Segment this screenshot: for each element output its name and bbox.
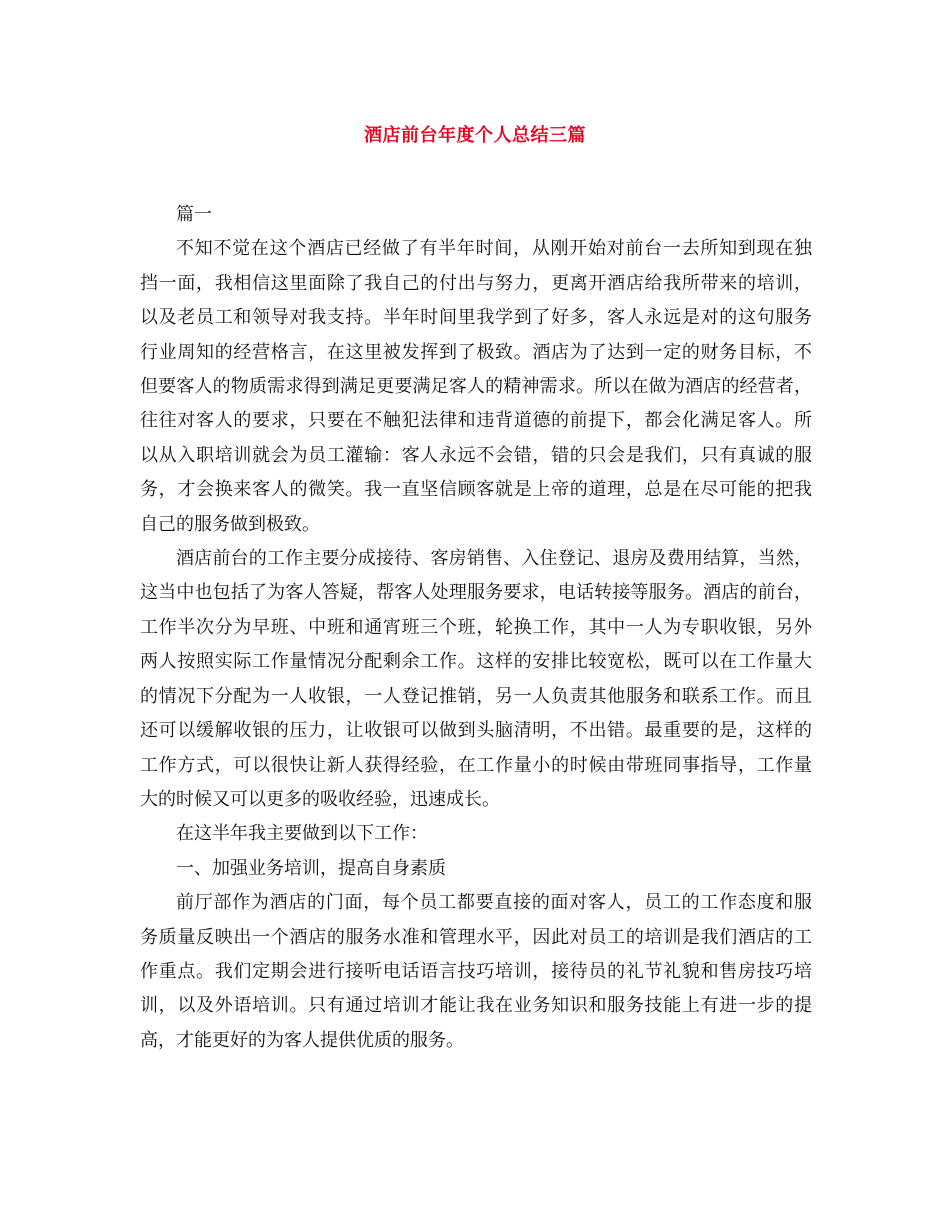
paragraph-line: 不知不觉在这个酒店已经做了有半年时间，从刚开始对前台一去所知到现在独 [176,238,812,260]
paragraph-line: 往往对客人的要求，只要在不触犯法律和违背道德的前提下，都会化满足客人。所 [140,410,812,432]
intro-line: 在这半年我主要做到以下工作： [176,823,428,845]
paragraph-line: 酒店前台的工作主要分成接待、客房销售、入住登记、退房及费用结算，当然， [176,548,812,570]
paragraph-line: 以及老员工和领导对我支持。半年时间里我学到了好多，客人永远是对的这句服务 [140,307,812,329]
document-body [140,198,812,1058]
paragraph-line: 训，以及外语培训。只有通过培训才能让我在业务知识和服务技能上有进一步的提 [140,995,812,1017]
paragraph-line: 前厅部作为酒店的门面，每个员工都要直接的面对客人，员工的工作态度和服 [176,892,812,914]
section-label: 篇一 [176,204,212,225]
paragraph-line: 的情况下分配为一人收银，一人登记推销，另一人负责其他服务和联系工作。而且 [140,685,812,707]
paragraph-line: 还可以缓解收银的压力，让收银可以做到头脑清明，不出错。最重要的是，这样的 [140,720,812,742]
paragraph-line: 大的时候又可以更多的吸收经验，迅速成长。 [140,788,500,810]
paragraph-line: 作重点。我们定期会进行接听电话语言技巧培训，接待员的礼节礼貌和售房技巧培 [140,960,812,982]
paragraph-1 [140,232,812,542]
paragraph-line: 行业周知的经营格言，在这里被发挥到了极致。酒店为了达到一定的财务目标，不 [140,341,812,363]
paragraph-line: 工作方式，可以很快让新人获得经验，在工作量小的时候由带班同事指导，工作量 [140,754,812,776]
paragraph-line: 两人按照实际工作量情况分配剩余工作。这样的安排比较宽松，既可以在工作量大 [140,651,812,673]
paragraph-line: 工作半次分为早班、中班和通宵班三个班，轮换工作，其中一人为专职收银，另外 [140,616,812,638]
paragraph-2 [140,542,812,817]
document-title: 酒店前台年度个人总结三篇 [364,125,586,146]
paragraph-line: 务，才会换来客人的微笑。我一直坚信顾客就是上帝的道理，总是在尽可能的把我 [140,479,812,501]
paragraph-line: 高，才能更好的为客人提供优质的服务。 [140,1029,464,1051]
paragraph-line: 这当中也包括了为客人答疑，帮客人处理服务要求，电话转接等服务。酒店的前台， [140,582,812,604]
paragraph-line: 务质量反映出一个酒店的服务水准和管理水平，因此对员工的培训是我们酒店的工 [140,926,812,948]
paragraph-3 [140,886,812,1058]
section-heading: 一、加强业务培训，提高自身素质 [176,857,446,879]
paragraph-line: 但要客人的物质需求得到满足更要满足客人的精神需求。所以在做为酒店的经营者， [140,376,812,398]
paragraph-line: 以从入职培训就会为员工灌输：客人永远不会错，错的只会是我们，只有真诚的服 [140,444,812,466]
paragraph-line: 挡一面，我相信这里面除了我自己的付出与努力，更离开酒店给我所带来的培训， [140,272,812,294]
paragraph-line: 自己的服务做到极致。 [140,513,320,535]
